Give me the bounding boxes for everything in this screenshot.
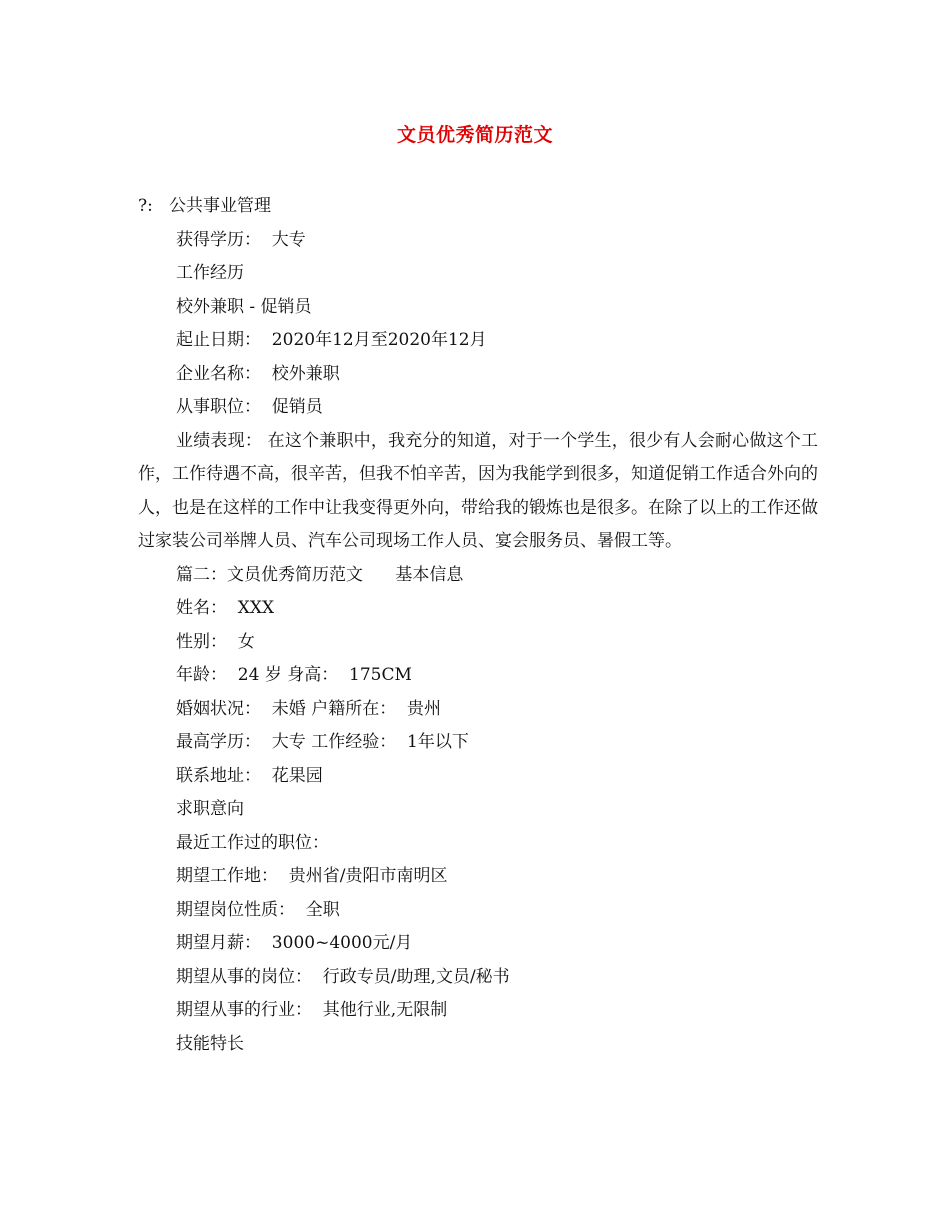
- expected-location-line: 期望工作地： 贵州省/贵阳市南明区: [176, 866, 448, 886]
- major-line: ?: 公共事业管理: [138, 196, 272, 216]
- marital-hometown-line: 婚姻状况： 未婚 户籍所在： 贵州: [176, 698, 442, 719]
- recent-position-line: 最近工作过的职位：: [176, 832, 329, 853]
- company-name-line: 企业名称： 校外兼职: [176, 363, 340, 384]
- job-position-line: 从事职位： 促销员: [176, 397, 323, 417]
- expected-position-line: 期望从事的岗位： 行政专员/助理,文员/秘书: [176, 966, 510, 987]
- skills-heading: 技能特长: [176, 1033, 244, 1054]
- education-experience-line: 最高学历： 大专 工作经验： 1年以下: [176, 732, 469, 752]
- name-line: 姓名： XXX: [176, 598, 275, 618]
- address-line: 联系地址： 花果园: [176, 765, 323, 786]
- job-entry-title: 校外兼职 - 促销员: [176, 296, 312, 317]
- gender-line: 性别： 女: [176, 631, 255, 652]
- performance-paragraph: 业绩表现： 在这个兼职中，我充分的知道，对于一个学生，很少有人会耐心做这个工作，工作待遇不高，很辛苦，但我不怕辛苦，因为我能学到很多，知道促销工作适合外向的人，也是在这样的工作中让我变得更外向，带给我的锻炼也是很多。在除了以上的工作还做过家装公司举牌人员、汽车公司现场工作人员、宴会服务员、暑假工等。: [138, 430, 818, 551]
- job-date-range: 起止日期： 2020年12月至2020年12月: [176, 330, 487, 350]
- education-line: 获得学历： 大专: [176, 229, 306, 250]
- document-title: 文员优秀简历范文: [396, 124, 553, 146]
- expected-salary-line: 期望月薪： 3000~4000元/月: [176, 933, 413, 953]
- job-intention-heading: 求职意向: [176, 799, 244, 819]
- document-body: [138, 190, 818, 1061]
- expected-industry-line: 期望从事的行业： 其他行业,无限制: [176, 1000, 448, 1020]
- section-two-heading: 篇二：文员优秀简历范文 基本信息: [176, 564, 464, 585]
- work-experience-heading: 工作经历: [176, 263, 244, 283]
- age-height-line: 年龄： 24 岁 身高： 175CM: [176, 665, 412, 685]
- expected-job-type-line: 期望岗位性质： 全职: [176, 899, 340, 920]
